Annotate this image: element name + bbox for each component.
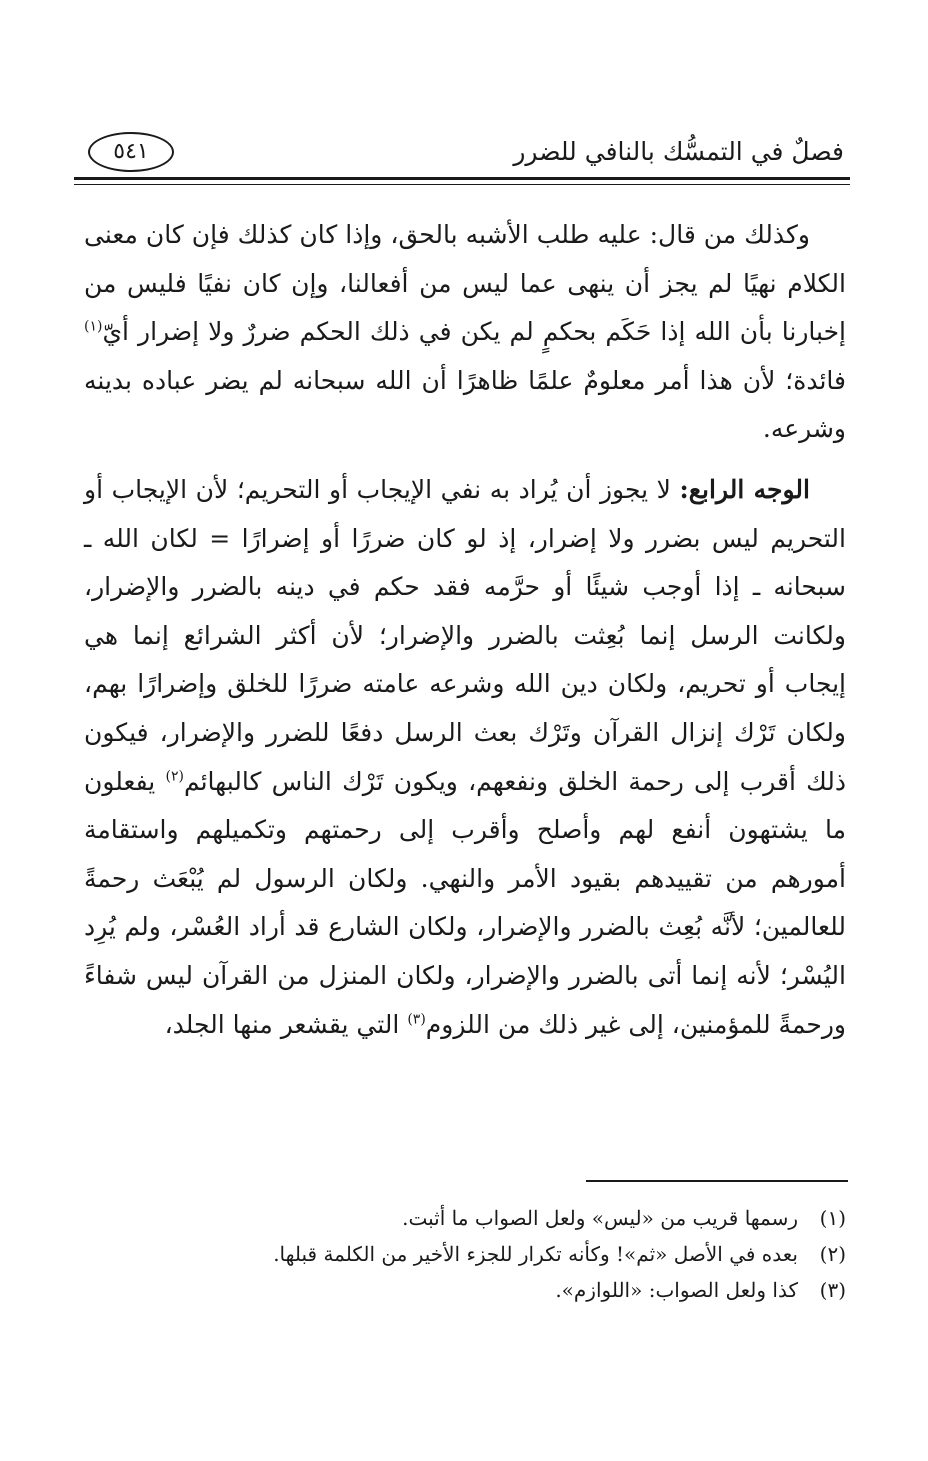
paragraph-2-heading: الوجه الرابع: xyxy=(679,474,810,504)
footnote-separator xyxy=(586,1180,848,1182)
footnote-ref-3: (٣) xyxy=(407,1011,426,1028)
footnote-text: رسمها قريب من «ليس» ولعل الصواب ما أثبت. xyxy=(402,1206,798,1230)
paragraph-1 xyxy=(84,211,846,454)
paragraph-2-text-a: لا يجوز أن يُراد به نفي الإيجاب أو التحريم؛ لأن الإيجاب أو التحريم ليس بضرر ولا إضرار، إذ لو كان ضررًا أو إضرارًا = لكان الله ـ سبحانه ـ إذا أوجب شيئًا أو حرَّمه فقد حكم في دينه بالضرر والإضرار، ولكانت الرسل إنما بُعِثت بالضرر والإضرار؛ لأن أكثر الشرائع إنما هي إيجاب أو تحريم، ولكان دين الله وشرعه عامته ضررًا للخلق وإضرارًا بهم، ولكان تَرْك إنزال القرآن وتَرْك بعث الرسل دفعًا للضرر والإضرار، فيكون ذلك أقرب إلى رحمة الخلق ونفعهم، ويكون تَرْك الناس كالبهائم xyxy=(84,474,846,796)
paragraph-2 xyxy=(84,466,846,1049)
footnote-2 xyxy=(160,1236,846,1272)
footnote-3 xyxy=(160,1272,846,1308)
main-text xyxy=(84,211,846,1049)
footnote-text: بعده في الأصل «ثم»! وكأنه تكرار للجزء الأخير من الكلمة قبلها. xyxy=(273,1242,798,1266)
footnote-number: (٣) xyxy=(819,1278,846,1302)
footnote-ref-2: (٢) xyxy=(165,768,184,785)
footnotes xyxy=(160,1200,846,1308)
header-rule-thin xyxy=(74,184,850,185)
header-rule xyxy=(74,177,850,180)
footnote-number: (١) xyxy=(819,1206,846,1230)
page-number: ٥٤١ xyxy=(88,132,174,172)
paragraph-1-text: وكذلك من قال: عليه طلب الأشبه بالحق، وإذا كان كذلك فإن كان معنى الكلام نهيًا لم يجز أن ينهى عما ليس من أفعالنا، وإن كان نفيًا فليس من إخبارنا بأن الله إذا حَكَم بحكمٍ لم يكن في ذلك الحكم ضررٌ ولا إضرار أيّ xyxy=(84,220,846,347)
paragraph-2-text-c: التي يقشعر منها الجلد، xyxy=(164,1009,408,1039)
paragraph-1-tail: فائدة؛ لأن هذا أمر معلومٌ علمًا ظاهرًا أن الله سبحانه لم يضر عباده بدينه وشرعه. xyxy=(84,365,846,444)
paragraph-2-text-b: يفعلون ما يشتهون أنفع لهم وأصلح وأقرب إلى رحمتهم وتكميلهم واستقامة أمورهم من تقييدهم بقيود الأمر والنهي. ولكان الرسول لم يُبْعَث رحمةً للعالمين؛ لأنَّه بُعِث بالضرر والإضرار، ولكان الشارع قد أراد العُسْر، ولم يُرِد اليُسْر؛ لأنه إنما أتى بالضرر والإضرار، ولكان المنزل من القرآن ليس شفاءً ورحمةً للمؤمنين، إلى غير ذلك من اللزوم xyxy=(84,766,846,1039)
footnote-number: (٢) xyxy=(819,1242,846,1266)
running-title: فصلٌ في التمسُّك بالنافي للضرر xyxy=(513,137,844,166)
footnote-ref-1: (١) xyxy=(84,318,103,335)
footnote-1 xyxy=(160,1200,846,1236)
footnote-text: كذا ولعل الصواب: «اللوازم». xyxy=(555,1278,798,1302)
